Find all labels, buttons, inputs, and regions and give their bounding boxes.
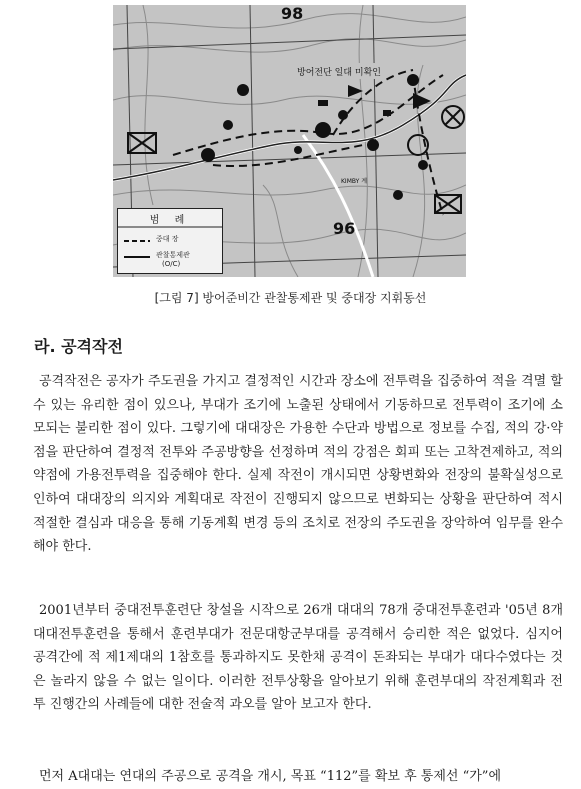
- legend-row-observer: 관찰통제관: [156, 251, 190, 259]
- grid-label-top: 98: [281, 5, 304, 23]
- figure-caption: [그림 7] 방어준비간 관찰통제관 및 중대장 지휘동선: [154, 291, 427, 305]
- paragraph-1: 공격작전은 공자가 주도권을 가지고 결정적인 시간과 장소에 전투력을 집중하여 적을 격멸 할 수 있는 유리한 점이 있으나, 부대가 조기에 노출된 상태에서 기동하므로 전투력이 조기에 소모되는 불리한 점이 있다. 그렇기에 대대장은 가용한 수단과 방법으로 정보를 수집, 적의 강·약점을 판단하여 결정적 전투와 주공방향을 선정하며 적의 강점은 회피 또는 고착견제하고, 적의 약점에 가용전투력을 집중해야 한다. 실제 작전이 개시되면 상황변화와 전장의 불확실성으로 인하여 대대장의 의지와 계획대로 작전이 진행되지 않으므로 변화되는 상황을 판단하여 적시적절한 결심과 대응을 통해 기동계획 변경 등의 조치로 전장의 주도권을 장악하여 임무를 완수해야 한다.: [33, 374, 563, 555]
- grid-label-bottom: 96: [333, 219, 356, 238]
- legend-title: 범 례: [149, 215, 191, 226]
- section-heading: 라. 공격작전: [34, 337, 123, 356]
- map-legend: [117, 208, 223, 274]
- legend-row-oc: (O/C): [162, 260, 181, 268]
- paragraph-2: 2001년부터 중대전투훈련단 창설을 시작으로 26개 대대의 78개 중대전투훈련과 '05년 8개 대대전투훈련을 통해서 훈련부대가 전문대항군부대를 공격해서 승리한 적은 없었다. 심지어 공격간에 적 제1제대의 1참호를 통과하지도 못한채 공격이 돈좌되는 부대가 대다수였다는 것은 놀라지 않을 수 없는 일이다. 이러한 전투상황을 알아보기 위해 훈련부대의 작전계획과 전투 진행간의 사례들에 대한 전술적 과오를 알아 보고자 한다.: [33, 603, 563, 713]
- map-place-label: KIMBY 계: [341, 178, 368, 185]
- map-annotation: 방어전단 일대 미확인: [297, 68, 381, 78]
- map-figure: [113, 5, 466, 277]
- paragraph-3: 먼저 A대대는 연대의 주공으로 공격을 개시, 목표 “112”를 확보 후 통제선 “가”에: [39, 769, 501, 784]
- legend-row-company-commander: 중대 장: [156, 235, 179, 243]
